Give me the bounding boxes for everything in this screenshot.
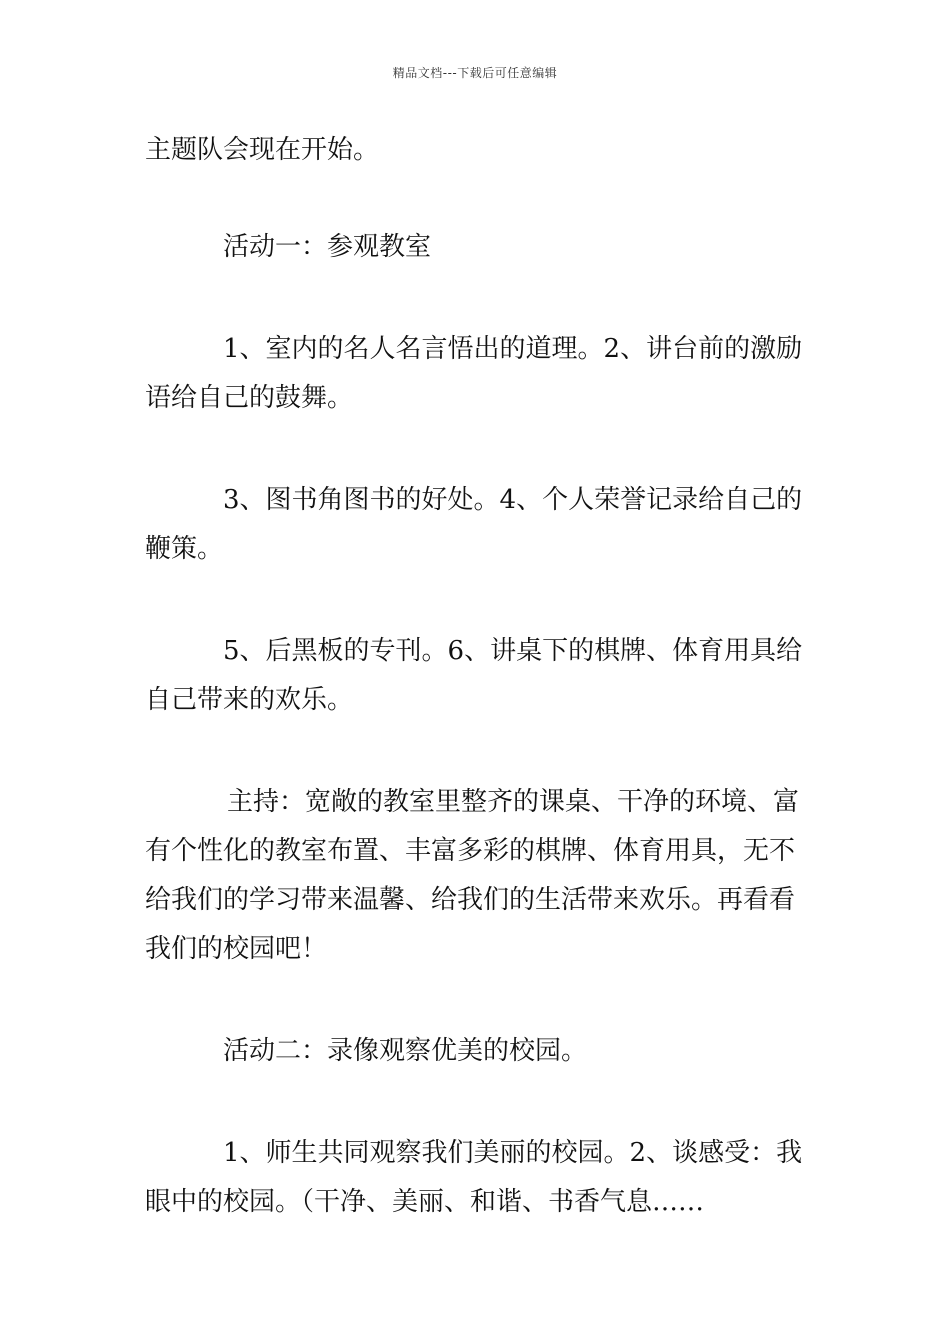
text-line: 1、师生共同观察我们美丽的校园。2、谈感受：我 bbox=[223, 1138, 803, 1168]
text-line: 语给自己的鼓舞。 bbox=[145, 383, 354, 413]
paragraph-host-remarks bbox=[145, 778, 810, 974]
paragraph-activity-two-items bbox=[145, 1129, 810, 1227]
text-line: 主持：宽敞的教室里整齐的课桌、干净的环境、富 bbox=[227, 787, 800, 817]
text-line: 给我们的学习带来温馨、给我们的生活带来欢乐。再看看 bbox=[145, 885, 796, 915]
paragraph-activity-one-heading bbox=[145, 223, 810, 272]
paragraph-opening bbox=[145, 126, 810, 175]
page-header: 精品文档---下载后可任意编辑 bbox=[392, 66, 558, 80]
text-line: 活动一：参观教室 bbox=[223, 232, 432, 262]
text-line: 5、后黑板的专刊。6、讲桌下的棋牌、体育用具给 bbox=[223, 636, 803, 666]
paragraph-items-1-2 bbox=[145, 325, 810, 423]
text-line: 我们的校园吧！ bbox=[145, 934, 328, 964]
document-body bbox=[145, 126, 810, 1227]
text-line: 3、图书角图书的好处。4、个人荣誉记录给自己的 bbox=[223, 485, 803, 515]
text-line: 自己带来的欢乐。 bbox=[145, 685, 354, 715]
paragraph-items-5-6 bbox=[145, 627, 810, 725]
text-line: 主题队会现在开始。 bbox=[145, 135, 380, 165]
text-line: 有个性化的教室布置、丰富多彩的棋牌、体育用具，无不 bbox=[145, 836, 796, 866]
text-line: 1、室内的名人名言悟出的道理。2、讲台前的激励 bbox=[223, 334, 803, 364]
text-line: 活动二：录像观察优美的校园。 bbox=[223, 1036, 588, 1066]
text-line: 眼中的校园。（干净、美丽、和谐、书香气息…… bbox=[145, 1187, 705, 1217]
paragraph-activity-two-heading bbox=[145, 1027, 810, 1076]
paragraph-items-3-4 bbox=[145, 476, 810, 574]
text-line: 鞭策。 bbox=[145, 534, 224, 564]
